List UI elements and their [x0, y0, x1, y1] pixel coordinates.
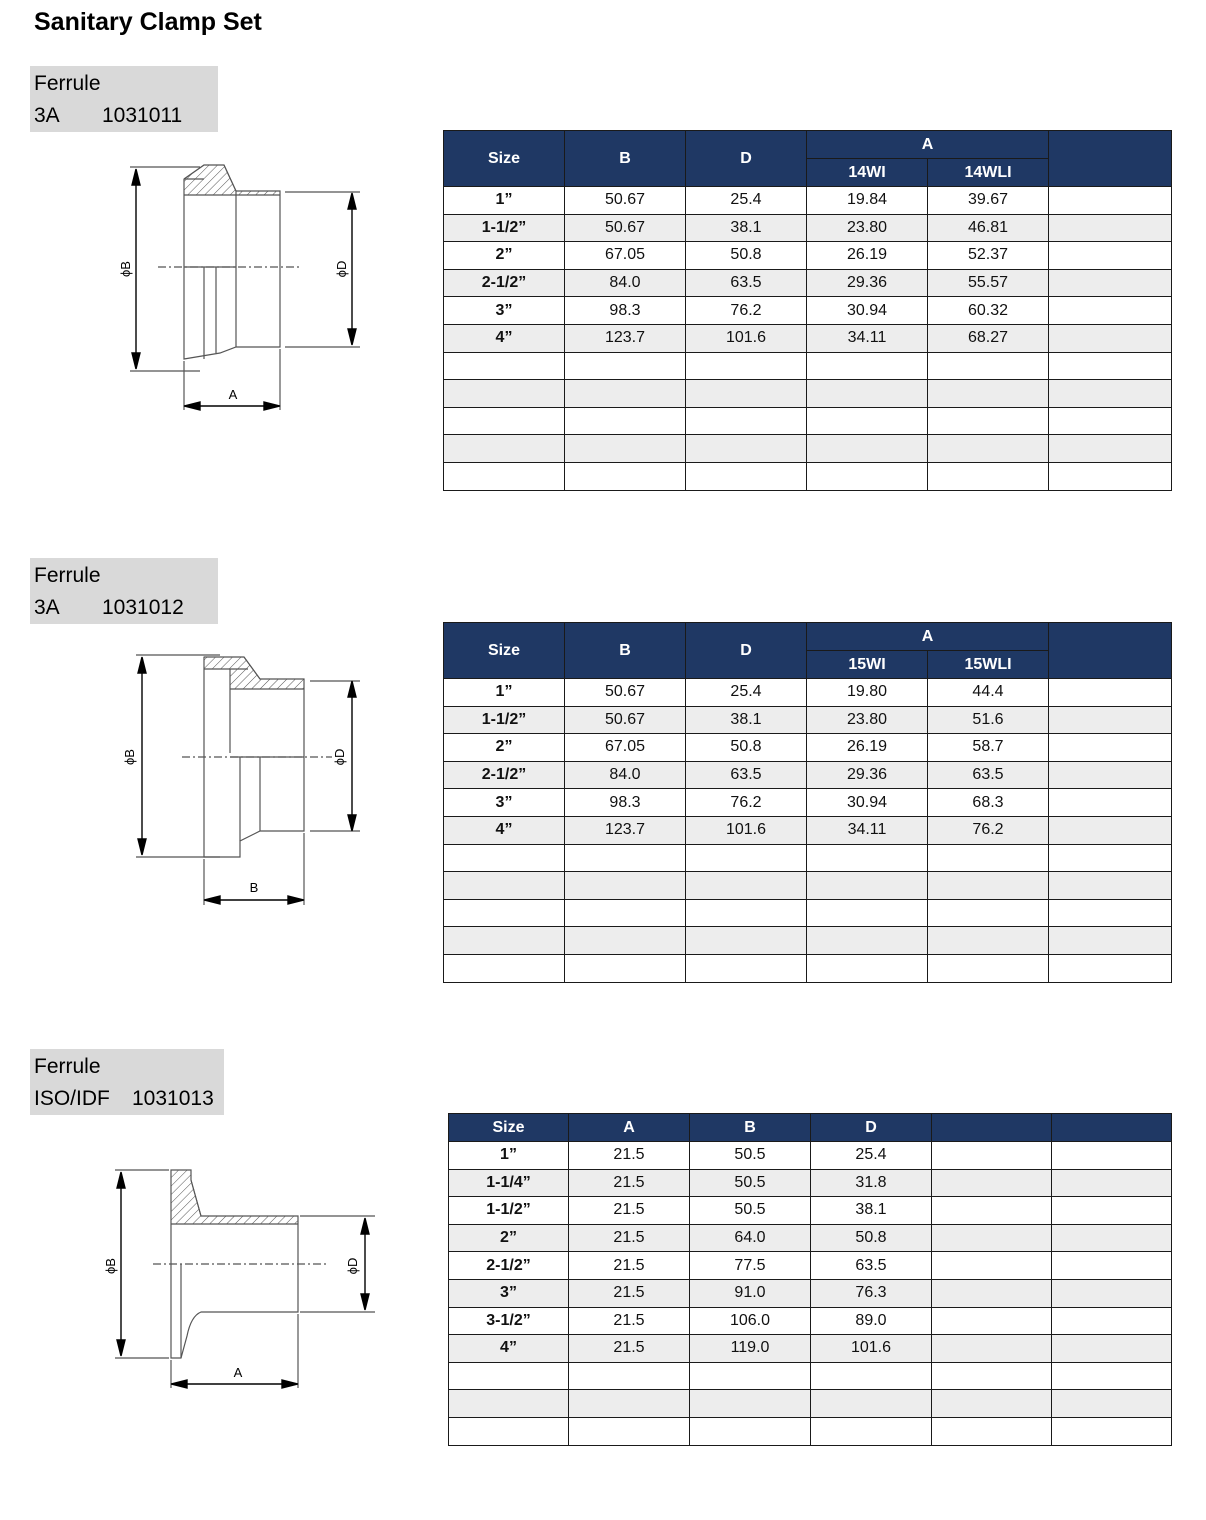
table-row	[444, 789, 1172, 817]
size-cell: 1”	[444, 187, 565, 215]
value-cell	[686, 435, 807, 463]
value-cell: 25.4	[686, 679, 807, 707]
size-cell	[444, 954, 565, 982]
table-row	[444, 899, 1172, 927]
value-cell	[928, 872, 1049, 900]
table-row	[444, 761, 1172, 789]
size-cell: 1-1/2”	[444, 706, 565, 734]
column-header-a-14wi: 14WI	[807, 159, 928, 187]
section-1-label	[30, 66, 218, 132]
table-row	[449, 1390, 1172, 1418]
column-header-a-14wli: 14WLI	[928, 159, 1049, 187]
value-cell	[932, 1390, 1052, 1418]
value-cell: 77.5	[690, 1252, 811, 1280]
value-cell	[811, 1390, 932, 1418]
value-cell: 64.0	[690, 1224, 811, 1252]
value-cell: 76.2	[928, 816, 1049, 844]
value-cell	[565, 352, 686, 380]
table-row	[444, 269, 1172, 297]
value-cell	[928, 844, 1049, 872]
value-cell	[932, 1417, 1052, 1445]
column-header-a-15wi: 15WI	[807, 651, 928, 679]
value-cell	[807, 462, 928, 490]
value-cell	[569, 1390, 690, 1418]
value-cell	[686, 954, 807, 982]
value-cell	[807, 352, 928, 380]
table-row	[449, 1279, 1172, 1307]
value-cell: 106.0	[690, 1307, 811, 1335]
value-cell	[1049, 269, 1172, 297]
table-row	[444, 954, 1172, 982]
size-cell	[444, 435, 565, 463]
value-cell	[1049, 462, 1172, 490]
value-cell: 29.36	[807, 269, 928, 297]
value-cell	[1049, 761, 1172, 789]
section-3-label	[30, 1049, 224, 1115]
value-cell	[932, 1169, 1052, 1197]
section-2-dim-length-label: B	[249, 880, 259, 895]
section-3-standard: ISO/IDF	[34, 1087, 110, 1110]
value-cell: 50.8	[686, 734, 807, 762]
value-cell: 84.0	[565, 761, 686, 789]
value-cell	[565, 899, 686, 927]
value-cell	[686, 872, 807, 900]
value-cell: 50.5	[690, 1169, 811, 1197]
value-cell: 26.19	[807, 242, 928, 270]
value-cell: 50.5	[690, 1142, 811, 1170]
value-cell: 38.1	[686, 214, 807, 242]
section-1-dim-b-label: ϕB	[118, 261, 133, 277]
value-cell: 101.6	[811, 1335, 932, 1363]
size-cell	[444, 462, 565, 490]
value-cell	[565, 927, 686, 955]
column-header-a-15wli: 15WLI	[928, 651, 1049, 679]
value-cell: 26.19	[807, 734, 928, 762]
table-row	[444, 462, 1172, 490]
value-cell	[807, 872, 928, 900]
value-cell: 76.2	[686, 789, 807, 817]
section-2-dim-d-label: ϕD	[332, 748, 347, 766]
section-3-dim-d-label: ϕD	[345, 1257, 360, 1275]
size-cell	[444, 872, 565, 900]
table-row	[444, 242, 1172, 270]
section-2-part-number: 1031012	[102, 596, 184, 619]
value-cell: 23.80	[807, 214, 928, 242]
table-row	[449, 1335, 1172, 1363]
size-cell: 2-1/2”	[444, 761, 565, 789]
value-cell: 44.4	[928, 679, 1049, 707]
value-cell: 50.67	[565, 187, 686, 215]
table-row	[444, 297, 1172, 325]
value-cell	[807, 407, 928, 435]
section-2-standard: 3A	[34, 596, 60, 619]
value-cell: 38.1	[811, 1197, 932, 1225]
size-cell: 1”	[444, 679, 565, 707]
size-cell: 4”	[449, 1335, 569, 1363]
value-cell	[686, 899, 807, 927]
value-cell: 91.0	[690, 1279, 811, 1307]
table-row	[444, 679, 1172, 707]
size-cell: 1-1/2”	[444, 214, 565, 242]
value-cell: 46.81	[928, 214, 1049, 242]
section-1-part-number: 1031011	[102, 104, 183, 127]
value-cell	[1052, 1307, 1172, 1335]
table-row	[449, 1252, 1172, 1280]
table-row	[449, 1224, 1172, 1252]
size-cell: 3”	[444, 297, 565, 325]
value-cell	[690, 1362, 811, 1390]
section-2-ferrule-drawing	[100, 645, 380, 915]
section-3-part-number: 1031013	[132, 1087, 214, 1110]
table-row	[444, 324, 1172, 352]
value-cell	[1052, 1197, 1172, 1225]
value-cell: 63.5	[686, 761, 807, 789]
value-cell	[811, 1417, 932, 1445]
column-header-a: A	[807, 131, 1049, 159]
table-row	[444, 352, 1172, 380]
size-cell	[449, 1417, 569, 1445]
value-cell	[928, 352, 1049, 380]
value-cell	[1049, 435, 1172, 463]
value-cell	[928, 462, 1049, 490]
table-row	[449, 1197, 1172, 1225]
value-cell: 89.0	[811, 1307, 932, 1335]
value-cell: 98.3	[565, 297, 686, 325]
page-title: Sanitary Clamp Set	[34, 8, 262, 36]
value-cell	[1049, 352, 1172, 380]
value-cell	[932, 1307, 1052, 1335]
column-header-a: A	[807, 623, 1049, 651]
size-cell	[449, 1390, 569, 1418]
section-2-label	[30, 558, 218, 624]
value-cell	[1052, 1169, 1172, 1197]
size-cell	[444, 352, 565, 380]
value-cell	[569, 1417, 690, 1445]
value-cell	[1049, 927, 1172, 955]
size-cell: 2-1/2”	[444, 269, 565, 297]
value-cell	[565, 407, 686, 435]
value-cell: 21.5	[569, 1197, 690, 1225]
value-cell	[1049, 706, 1172, 734]
column-header-d: D	[686, 623, 807, 679]
column-header-b: B	[565, 131, 686, 187]
value-cell	[565, 872, 686, 900]
table-row	[449, 1142, 1172, 1170]
value-cell: 21.5	[569, 1169, 690, 1197]
table-row	[444, 407, 1172, 435]
value-cell	[1049, 899, 1172, 927]
value-cell	[1049, 297, 1172, 325]
value-cell: 63.5	[686, 269, 807, 297]
value-cell	[1052, 1390, 1172, 1418]
value-cell: 30.94	[807, 297, 928, 325]
value-cell	[928, 927, 1049, 955]
table-row	[449, 1362, 1172, 1390]
value-cell	[811, 1362, 932, 1390]
value-cell: 67.05	[565, 734, 686, 762]
value-cell	[807, 380, 928, 408]
section-3-dim-length-label: A	[233, 1365, 243, 1380]
section-1-product-name: Ferrule	[34, 72, 101, 95]
value-cell	[1049, 734, 1172, 762]
value-cell	[928, 380, 1049, 408]
value-cell	[932, 1197, 1052, 1225]
value-cell	[686, 407, 807, 435]
size-cell: 3”	[444, 789, 565, 817]
table-row	[444, 706, 1172, 734]
value-cell	[807, 844, 928, 872]
section-1-ferrule-drawing	[100, 155, 380, 425]
column-header-blank	[1052, 1114, 1172, 1142]
value-cell: 101.6	[686, 324, 807, 352]
size-cell: 3-1/2”	[449, 1307, 569, 1335]
value-cell: 50.67	[565, 214, 686, 242]
value-cell	[1049, 954, 1172, 982]
value-cell	[686, 844, 807, 872]
value-cell	[1049, 679, 1172, 707]
value-cell	[690, 1390, 811, 1418]
value-cell: 50.5	[690, 1197, 811, 1225]
section-1-dim-d-label: ϕD	[334, 260, 349, 278]
column-header-b: B	[690, 1114, 811, 1142]
column-header-size: Size	[444, 131, 565, 187]
value-cell: 119.0	[690, 1335, 811, 1363]
value-cell: 63.5	[928, 761, 1049, 789]
value-cell	[686, 380, 807, 408]
value-cell	[1049, 816, 1172, 844]
value-cell: 23.80	[807, 706, 928, 734]
value-cell	[928, 954, 1049, 982]
value-cell	[569, 1362, 690, 1390]
value-cell: 55.57	[928, 269, 1049, 297]
value-cell	[1052, 1335, 1172, 1363]
value-cell: 21.5	[569, 1252, 690, 1280]
value-cell	[932, 1335, 1052, 1363]
value-cell: 50.8	[686, 242, 807, 270]
column-header-size: Size	[444, 623, 565, 679]
table-row	[444, 816, 1172, 844]
section-2-dim-b-label: ϕB	[122, 749, 137, 765]
table-row	[449, 1307, 1172, 1335]
value-cell	[1052, 1417, 1172, 1445]
size-cell: 2-1/2”	[449, 1252, 569, 1280]
table-row	[444, 214, 1172, 242]
value-cell: 60.32	[928, 297, 1049, 325]
value-cell: 98.3	[565, 789, 686, 817]
value-cell	[928, 435, 1049, 463]
size-cell: 2”	[449, 1224, 569, 1252]
value-cell	[1052, 1224, 1172, 1252]
value-cell: 21.5	[569, 1224, 690, 1252]
value-cell: 50.67	[565, 706, 686, 734]
value-cell	[932, 1279, 1052, 1307]
value-cell	[1052, 1362, 1172, 1390]
value-cell: 25.4	[811, 1142, 932, 1170]
value-cell	[807, 927, 928, 955]
value-cell	[1049, 324, 1172, 352]
table-row	[444, 872, 1172, 900]
value-cell: 21.5	[569, 1279, 690, 1307]
size-cell: 1-1/4”	[449, 1169, 569, 1197]
value-cell: 19.80	[807, 679, 928, 707]
section-2-product-name: Ferrule	[34, 564, 101, 587]
value-cell	[565, 844, 686, 872]
value-cell	[686, 462, 807, 490]
value-cell: 68.27	[928, 324, 1049, 352]
section-1-standard: 3A	[34, 104, 60, 127]
value-cell	[565, 380, 686, 408]
size-cell: 3”	[449, 1279, 569, 1307]
value-cell	[565, 954, 686, 982]
section-1-dim-length-label: A	[228, 387, 238, 402]
size-cell	[444, 927, 565, 955]
value-cell: 29.36	[807, 761, 928, 789]
value-cell	[807, 435, 928, 463]
section-3-dimension-table	[448, 1113, 1172, 1446]
size-cell: 4”	[444, 324, 565, 352]
value-cell	[928, 899, 1049, 927]
size-cell	[444, 380, 565, 408]
section-2-dimension-table	[443, 622, 1172, 983]
table-row	[444, 734, 1172, 762]
value-cell: 50.8	[811, 1224, 932, 1252]
value-cell: 52.37	[928, 242, 1049, 270]
size-cell	[449, 1362, 569, 1390]
value-cell: 63.5	[811, 1252, 932, 1280]
column-header-b: B	[565, 623, 686, 679]
value-cell: 76.3	[811, 1279, 932, 1307]
size-cell: 2”	[444, 242, 565, 270]
value-cell	[932, 1224, 1052, 1252]
value-cell: 34.11	[807, 324, 928, 352]
value-cell	[690, 1417, 811, 1445]
value-cell: 50.67	[565, 679, 686, 707]
value-cell: 123.7	[565, 816, 686, 844]
size-cell: 1-1/2”	[449, 1197, 569, 1225]
section-3-ferrule-drawing	[95, 1160, 385, 1400]
column-header-d: D	[686, 131, 807, 187]
value-cell	[928, 407, 1049, 435]
table-row	[449, 1417, 1172, 1445]
value-cell: 51.6	[928, 706, 1049, 734]
table-row	[444, 435, 1172, 463]
table-row	[444, 927, 1172, 955]
value-cell: 67.05	[565, 242, 686, 270]
value-cell	[932, 1362, 1052, 1390]
section-1-dimension-table	[443, 130, 1172, 491]
value-cell: 58.7	[928, 734, 1049, 762]
column-header-blank	[1049, 131, 1172, 187]
value-cell: 76.2	[686, 297, 807, 325]
size-cell: 1”	[449, 1142, 569, 1170]
value-cell	[1052, 1279, 1172, 1307]
table-row	[444, 844, 1172, 872]
size-cell	[444, 899, 565, 927]
value-cell	[1049, 242, 1172, 270]
value-cell: 30.94	[807, 789, 928, 817]
value-cell	[807, 899, 928, 927]
value-cell: 19.84	[807, 187, 928, 215]
value-cell	[932, 1142, 1052, 1170]
value-cell	[1052, 1142, 1172, 1170]
value-cell	[686, 352, 807, 380]
size-cell	[444, 407, 565, 435]
value-cell: 68.3	[928, 789, 1049, 817]
value-cell	[1049, 214, 1172, 242]
table-row	[444, 380, 1172, 408]
column-header-size: Size	[449, 1114, 569, 1142]
value-cell	[807, 954, 928, 982]
table-row	[449, 1169, 1172, 1197]
value-cell: 123.7	[565, 324, 686, 352]
value-cell: 84.0	[565, 269, 686, 297]
value-cell	[565, 435, 686, 463]
value-cell: 34.11	[807, 816, 928, 844]
value-cell: 31.8	[811, 1169, 932, 1197]
value-cell: 21.5	[569, 1335, 690, 1363]
value-cell	[1049, 380, 1172, 408]
column-header-d: D	[811, 1114, 932, 1142]
value-cell: 38.1	[686, 706, 807, 734]
size-cell	[444, 844, 565, 872]
size-cell: 2”	[444, 734, 565, 762]
value-cell: 39.67	[928, 187, 1049, 215]
column-header-blank	[1049, 623, 1172, 679]
value-cell	[1049, 789, 1172, 817]
value-cell: 21.5	[569, 1142, 690, 1170]
section-3-product-name: Ferrule	[34, 1055, 101, 1078]
value-cell	[1049, 844, 1172, 872]
size-cell: 4”	[444, 816, 565, 844]
value-cell	[686, 927, 807, 955]
value-cell: 101.6	[686, 816, 807, 844]
table-row	[444, 187, 1172, 215]
value-cell	[1052, 1252, 1172, 1280]
value-cell	[932, 1252, 1052, 1280]
value-cell	[1049, 187, 1172, 215]
column-header-blank	[932, 1114, 1052, 1142]
value-cell: 21.5	[569, 1307, 690, 1335]
value-cell	[1049, 407, 1172, 435]
section-3-dim-b-label: ϕB	[103, 1258, 118, 1274]
value-cell	[1049, 872, 1172, 900]
value-cell	[565, 462, 686, 490]
column-header-a: A	[569, 1114, 690, 1142]
value-cell: 25.4	[686, 187, 807, 215]
